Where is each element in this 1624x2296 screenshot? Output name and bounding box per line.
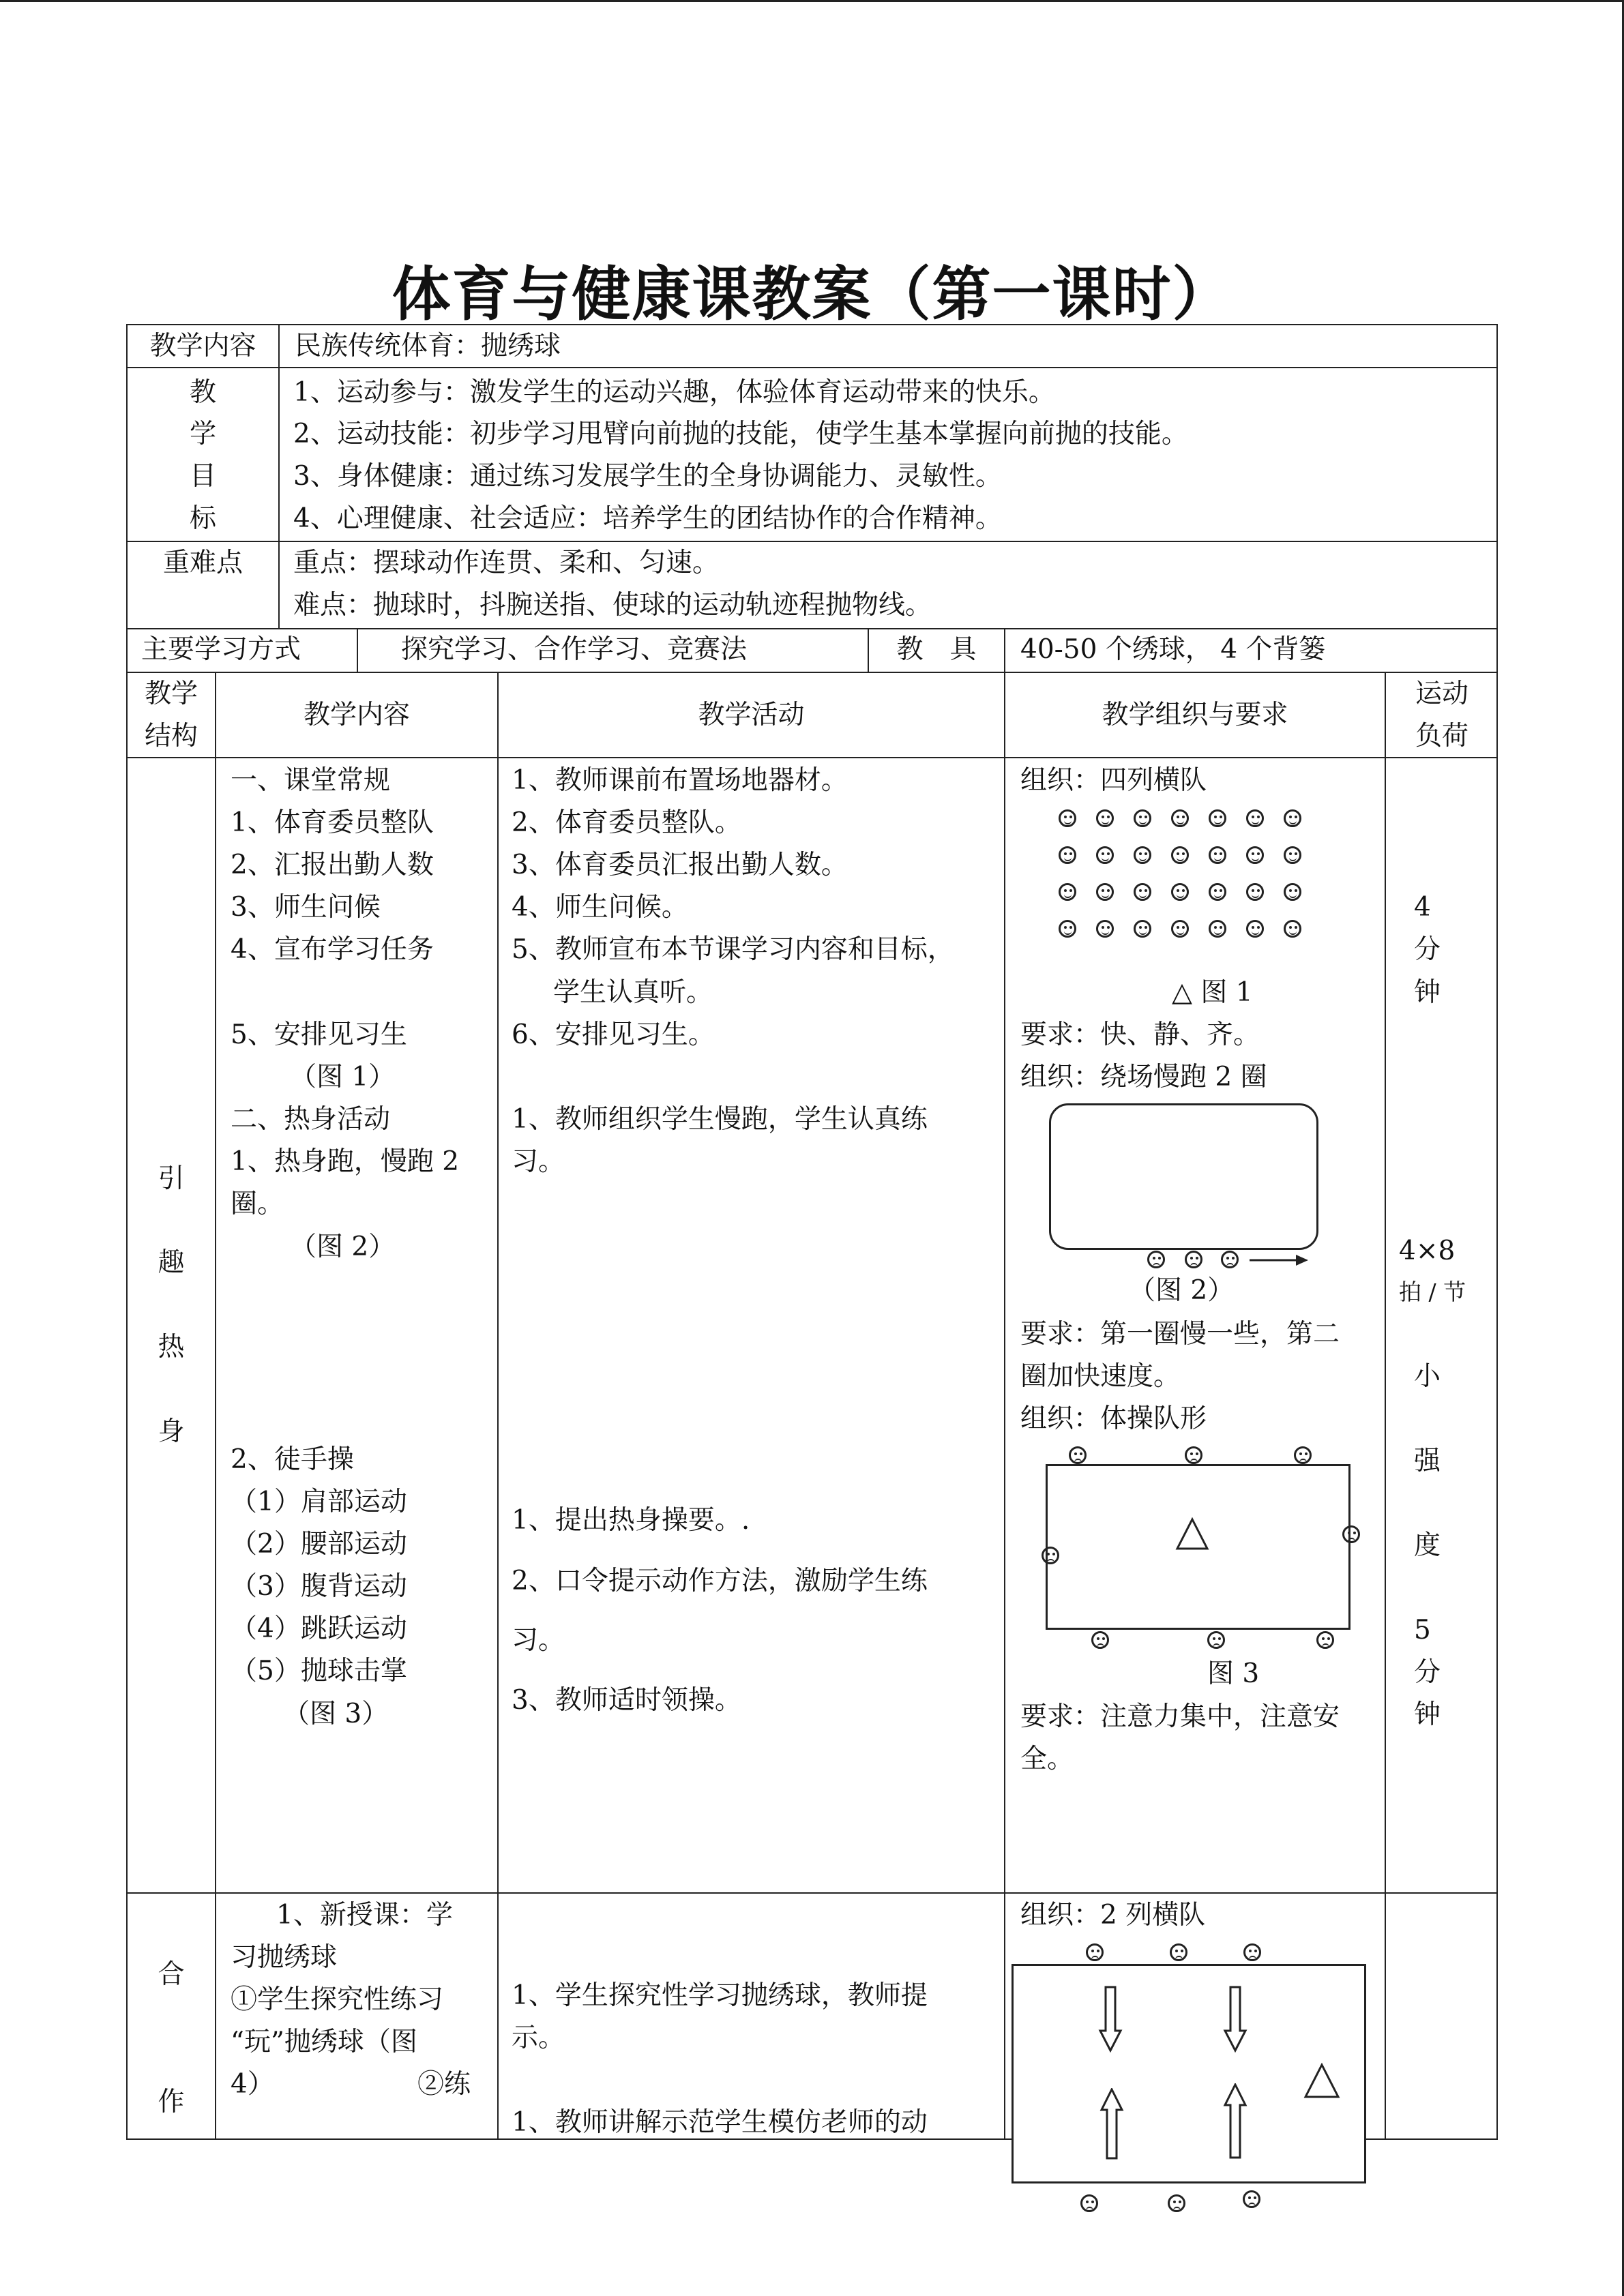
key-item: 重点：摆球动作连贯、柔和、匀速。 <box>293 548 720 578</box>
goal-item: 4、心理健康、社会适应：培养学生的团结协作的合作精神。 <box>293 503 1002 534</box>
student-smiley-icon <box>1246 809 1264 827</box>
activity-line: 5、教师宣布本节课学习内容和目标， <box>512 934 954 965</box>
load-line: 4×8 <box>1399 1236 1456 1266</box>
content-line: 习抛绣球 <box>231 1942 338 1973</box>
content-line: ①学生探究性练习 <box>231 1984 444 2015</box>
org-line: 要求：快、静、齐。 <box>1020 1019 1260 1050</box>
arrow-down-icon <box>1098 1986 1123 2053</box>
activity-line: 4、师生问候。 <box>512 892 688 923</box>
content-value: 民族传统体育：抛绣球 <box>295 331 561 361</box>
page-top-border <box>0 0 1624 2</box>
content-line: 1、新授课：学 <box>276 1900 453 1930</box>
org-line: 组织：绕场慢跑 2 圈 <box>1020 1062 1267 1092</box>
content-line: （5）抛球击掌 <box>231 1656 407 1686</box>
section1-structure-char: 身 <box>158 1416 185 1447</box>
header-load: 运动 <box>1415 679 1468 709</box>
content-line: 圈。 <box>231 1189 284 1219</box>
load-line: 小 <box>1414 1361 1441 1392</box>
section2-structure-char: 合 <box>158 1959 185 1990</box>
student-smiley-icon <box>1209 883 1226 901</box>
student-frown-icon <box>1042 1547 1059 1564</box>
activity-line: 3、体育委员汇报出勤人数。 <box>512 850 848 880</box>
student-frown-icon <box>1080 2194 1098 2212</box>
student-frown-icon <box>1147 1251 1165 1268</box>
section1-structure-char: 热 <box>158 1332 185 1362</box>
student-smiley-icon <box>1246 920 1264 938</box>
section1-structure-char: 趣 <box>158 1247 185 1278</box>
teacher-triangle-icon <box>1303 2063 1340 2100</box>
arrow-down-icon <box>1223 1986 1247 2053</box>
goals-label-char: 教 <box>189 377 216 408</box>
content-line: “玩”抛绣球（图 <box>231 2027 417 2057</box>
col-rule <box>1004 672 1005 2140</box>
student-frown-icon <box>1294 1446 1312 1464</box>
org-line: 要求：第一圈慢一些，第二 <box>1020 1319 1340 1350</box>
content-line: 4、宣布学习任务 <box>231 934 434 965</box>
col-rule <box>1385 672 1386 2140</box>
goal-item: 2、运动技能：初步学习甩臂向前抛的技能，使学生基本掌握向前抛的技能。 <box>293 419 1188 449</box>
student-frown-icon <box>1170 1943 1187 1961</box>
figure-2-track <box>1049 1103 1318 1250</box>
student-smiley-icon <box>1209 920 1226 938</box>
student-frown-icon <box>1316 1631 1334 1649</box>
content-line: 1、体育委员整队 <box>231 807 434 838</box>
activity-line: 6、安排见习生。 <box>512 1019 715 1050</box>
activity-line: 习。 <box>512 1625 565 1656</box>
student-frown-icon <box>1243 1943 1261 1961</box>
student-smiley-icon <box>1171 920 1189 938</box>
student-smiley-icon <box>1246 883 1264 901</box>
content-line: （3）腹背运动 <box>231 1571 407 1602</box>
student-smiley-icon <box>1096 809 1114 827</box>
student-smiley-icon <box>1246 846 1264 864</box>
student-smiley-icon <box>1059 809 1076 827</box>
load-line: 拍 / 节 <box>1399 1279 1466 1305</box>
header-activity: 教学活动 <box>698 700 805 730</box>
activity-line: 2、体育委员整队。 <box>512 807 741 838</box>
student-smiley-icon <box>1171 883 1189 901</box>
activity-line: 1、提出热身操要。. <box>512 1505 750 1536</box>
figure-2-caption: （图 2） <box>1129 1275 1235 1306</box>
org-line: 圈加快速度。 <box>1020 1361 1181 1392</box>
load-line: 度 <box>1414 1530 1441 1561</box>
org-line: 组织：体操队形 <box>1020 1403 1207 1434</box>
activity-line: 2、口令提示动作方法，激励学生练 <box>512 1566 928 1596</box>
org-line: 全。 <box>1020 1744 1074 1774</box>
student-frown-icon <box>1091 1631 1109 1649</box>
teacher-triangle-icon <box>1175 1517 1209 1551</box>
row-rule <box>126 672 1498 673</box>
load-line: 钟 <box>1414 977 1441 1008</box>
load-line: 4 <box>1414 892 1431 923</box>
content-line: （图 2） <box>290 1232 396 1262</box>
load-line: 分 <box>1414 1657 1441 1688</box>
student-smiley-icon <box>1284 846 1301 864</box>
content-line: （图 1） <box>290 1062 396 1092</box>
student-frown-icon <box>1086 1943 1104 1961</box>
content-line: 2、汇报出勤人数 <box>231 850 434 880</box>
student-smiley-icon <box>1209 846 1226 864</box>
header-content: 教学内容 <box>303 700 410 730</box>
student-frown-icon <box>1069 1446 1087 1464</box>
header-structure: 教学 <box>144 679 198 709</box>
student-frown-icon <box>1342 1525 1360 1543</box>
content-line: （1）肩部运动 <box>231 1487 407 1517</box>
activity-line: 1、教师组织学生慢跑，学生认真练 <box>512 1104 928 1135</box>
content-line: 2、徒手操 <box>231 1444 354 1475</box>
load-line: 钟 <box>1414 1699 1441 1730</box>
load-line: 5 <box>1414 1615 1431 1645</box>
arrow-right-icon <box>1248 1251 1310 1270</box>
student-smiley-icon <box>1284 883 1301 901</box>
figure-1-formation <box>1059 809 1311 944</box>
page-title: 体育与健康课教案（第一课时） <box>392 260 1232 329</box>
goals-label-char: 学 <box>189 419 216 449</box>
goal-item: 1、运动参与：激发学生的运动兴趣，体验体育运动带来的快乐。 <box>293 377 1055 408</box>
content-line: （2）腰部运动 <box>231 1529 407 1560</box>
section2-structure-char: 作 <box>158 2087 185 2117</box>
load-line: 强 <box>1414 1446 1441 1476</box>
activity-line: 学生认真听。 <box>553 977 713 1008</box>
activity-line: 1、教师课前布置场地器材。 <box>512 765 848 796</box>
goal-item: 3、身体健康：通过练习发展学生的全身协调能力、灵敏性。 <box>293 461 1002 492</box>
method-label: 主要学习方式 <box>141 634 301 665</box>
header-load: 负荷 <box>1415 721 1468 751</box>
student-frown-icon <box>1185 1446 1202 1464</box>
content-label: 教学内容 <box>149 331 256 361</box>
student-smiley-icon <box>1096 846 1114 864</box>
col-rule <box>215 672 216 2140</box>
row-rule <box>126 1892 1498 1894</box>
student-smiley-icon <box>1171 809 1189 827</box>
student-smiley-icon <box>1209 809 1226 827</box>
figure-1-caption: △ 图 1 <box>1172 977 1253 1008</box>
activity-line: 1、学生探究性学习抛绣球，教师提 <box>512 1980 928 2011</box>
header-structure: 结构 <box>144 721 198 751</box>
student-frown-icon <box>1221 1251 1239 1268</box>
activity-line: 示。 <box>512 2023 565 2053</box>
equip-label: 教 具 <box>896 634 977 665</box>
row-rule <box>126 367 1498 368</box>
content-line: 4） <box>231 2069 274 2100</box>
student-smiley-icon <box>1096 883 1114 901</box>
goals-label-char: 目 <box>189 461 216 492</box>
org-line: 组织：四列横队 <box>1020 765 1207 796</box>
student-smiley-icon <box>1134 809 1151 827</box>
student-frown-icon <box>1168 2194 1185 2212</box>
student-smiley-icon <box>1134 920 1151 938</box>
org-line: 要求：注意力集中，注意安 <box>1020 1701 1340 1732</box>
student-frown-icon <box>1185 1251 1202 1268</box>
header-org: 教学组织与要求 <box>1102 700 1288 730</box>
col-rule <box>497 672 499 2140</box>
content-line: 一、课堂常规 <box>231 765 391 796</box>
student-smiley-icon <box>1171 846 1189 864</box>
student-smiley-icon <box>1059 920 1076 938</box>
equip-value: 40-50 个绣球， 4 个背篓 <box>1020 634 1326 665</box>
col-rule <box>278 324 280 541</box>
content-line: （图 3） <box>283 1699 389 1729</box>
content-line: （4）跳跃运动 <box>231 1613 407 1644</box>
activity-line: 1、教师讲解示范学生模仿老师的动 <box>512 2107 928 2138</box>
method-value: 探究学习、合作学习、竞赛法 <box>401 634 748 665</box>
col-rule <box>357 628 358 672</box>
col-rule <box>1004 628 1005 672</box>
student-smiley-icon <box>1284 809 1301 827</box>
activity-line: 习。 <box>512 1146 565 1177</box>
col-rule <box>278 541 280 628</box>
student-frown-icon <box>1243 2190 1260 2208</box>
content-line: 二、热身活动 <box>231 1104 391 1135</box>
row-rule <box>126 757 1498 758</box>
arrow-up-icon <box>1099 2088 1124 2160</box>
content-line: 5、安排见习生 <box>231 1019 407 1050</box>
student-smiley-icon <box>1096 920 1114 938</box>
content-line: 1、热身跑，慢跑 2 <box>231 1146 460 1177</box>
arrow-up-icon <box>1223 2083 1247 2160</box>
activity-line: 3、教师适时领操。 <box>512 1685 741 1716</box>
key-label: 重难点 <box>162 548 243 578</box>
student-smiley-icon <box>1134 846 1151 864</box>
student-smiley-icon <box>1284 920 1301 938</box>
student-frown-icon <box>1207 1631 1225 1649</box>
org-line: 组织：2 列横队 <box>1020 1900 1206 1930</box>
key-item: 难点：抛球时，抖腕送指、使球的运动轨迹程抛物线。 <box>293 590 932 621</box>
figure-3-caption: 图 3 <box>1207 1658 1260 1689</box>
section1-structure-char: 引 <box>158 1163 185 1194</box>
content-line: ②练 <box>417 2069 471 2100</box>
load-line: 分 <box>1414 934 1441 965</box>
goals-label-char: 标 <box>189 503 216 534</box>
content-line: 3、师生问候 <box>231 892 381 923</box>
student-smiley-icon <box>1059 883 1076 901</box>
student-smiley-icon <box>1059 846 1076 864</box>
student-smiley-icon <box>1134 883 1151 901</box>
